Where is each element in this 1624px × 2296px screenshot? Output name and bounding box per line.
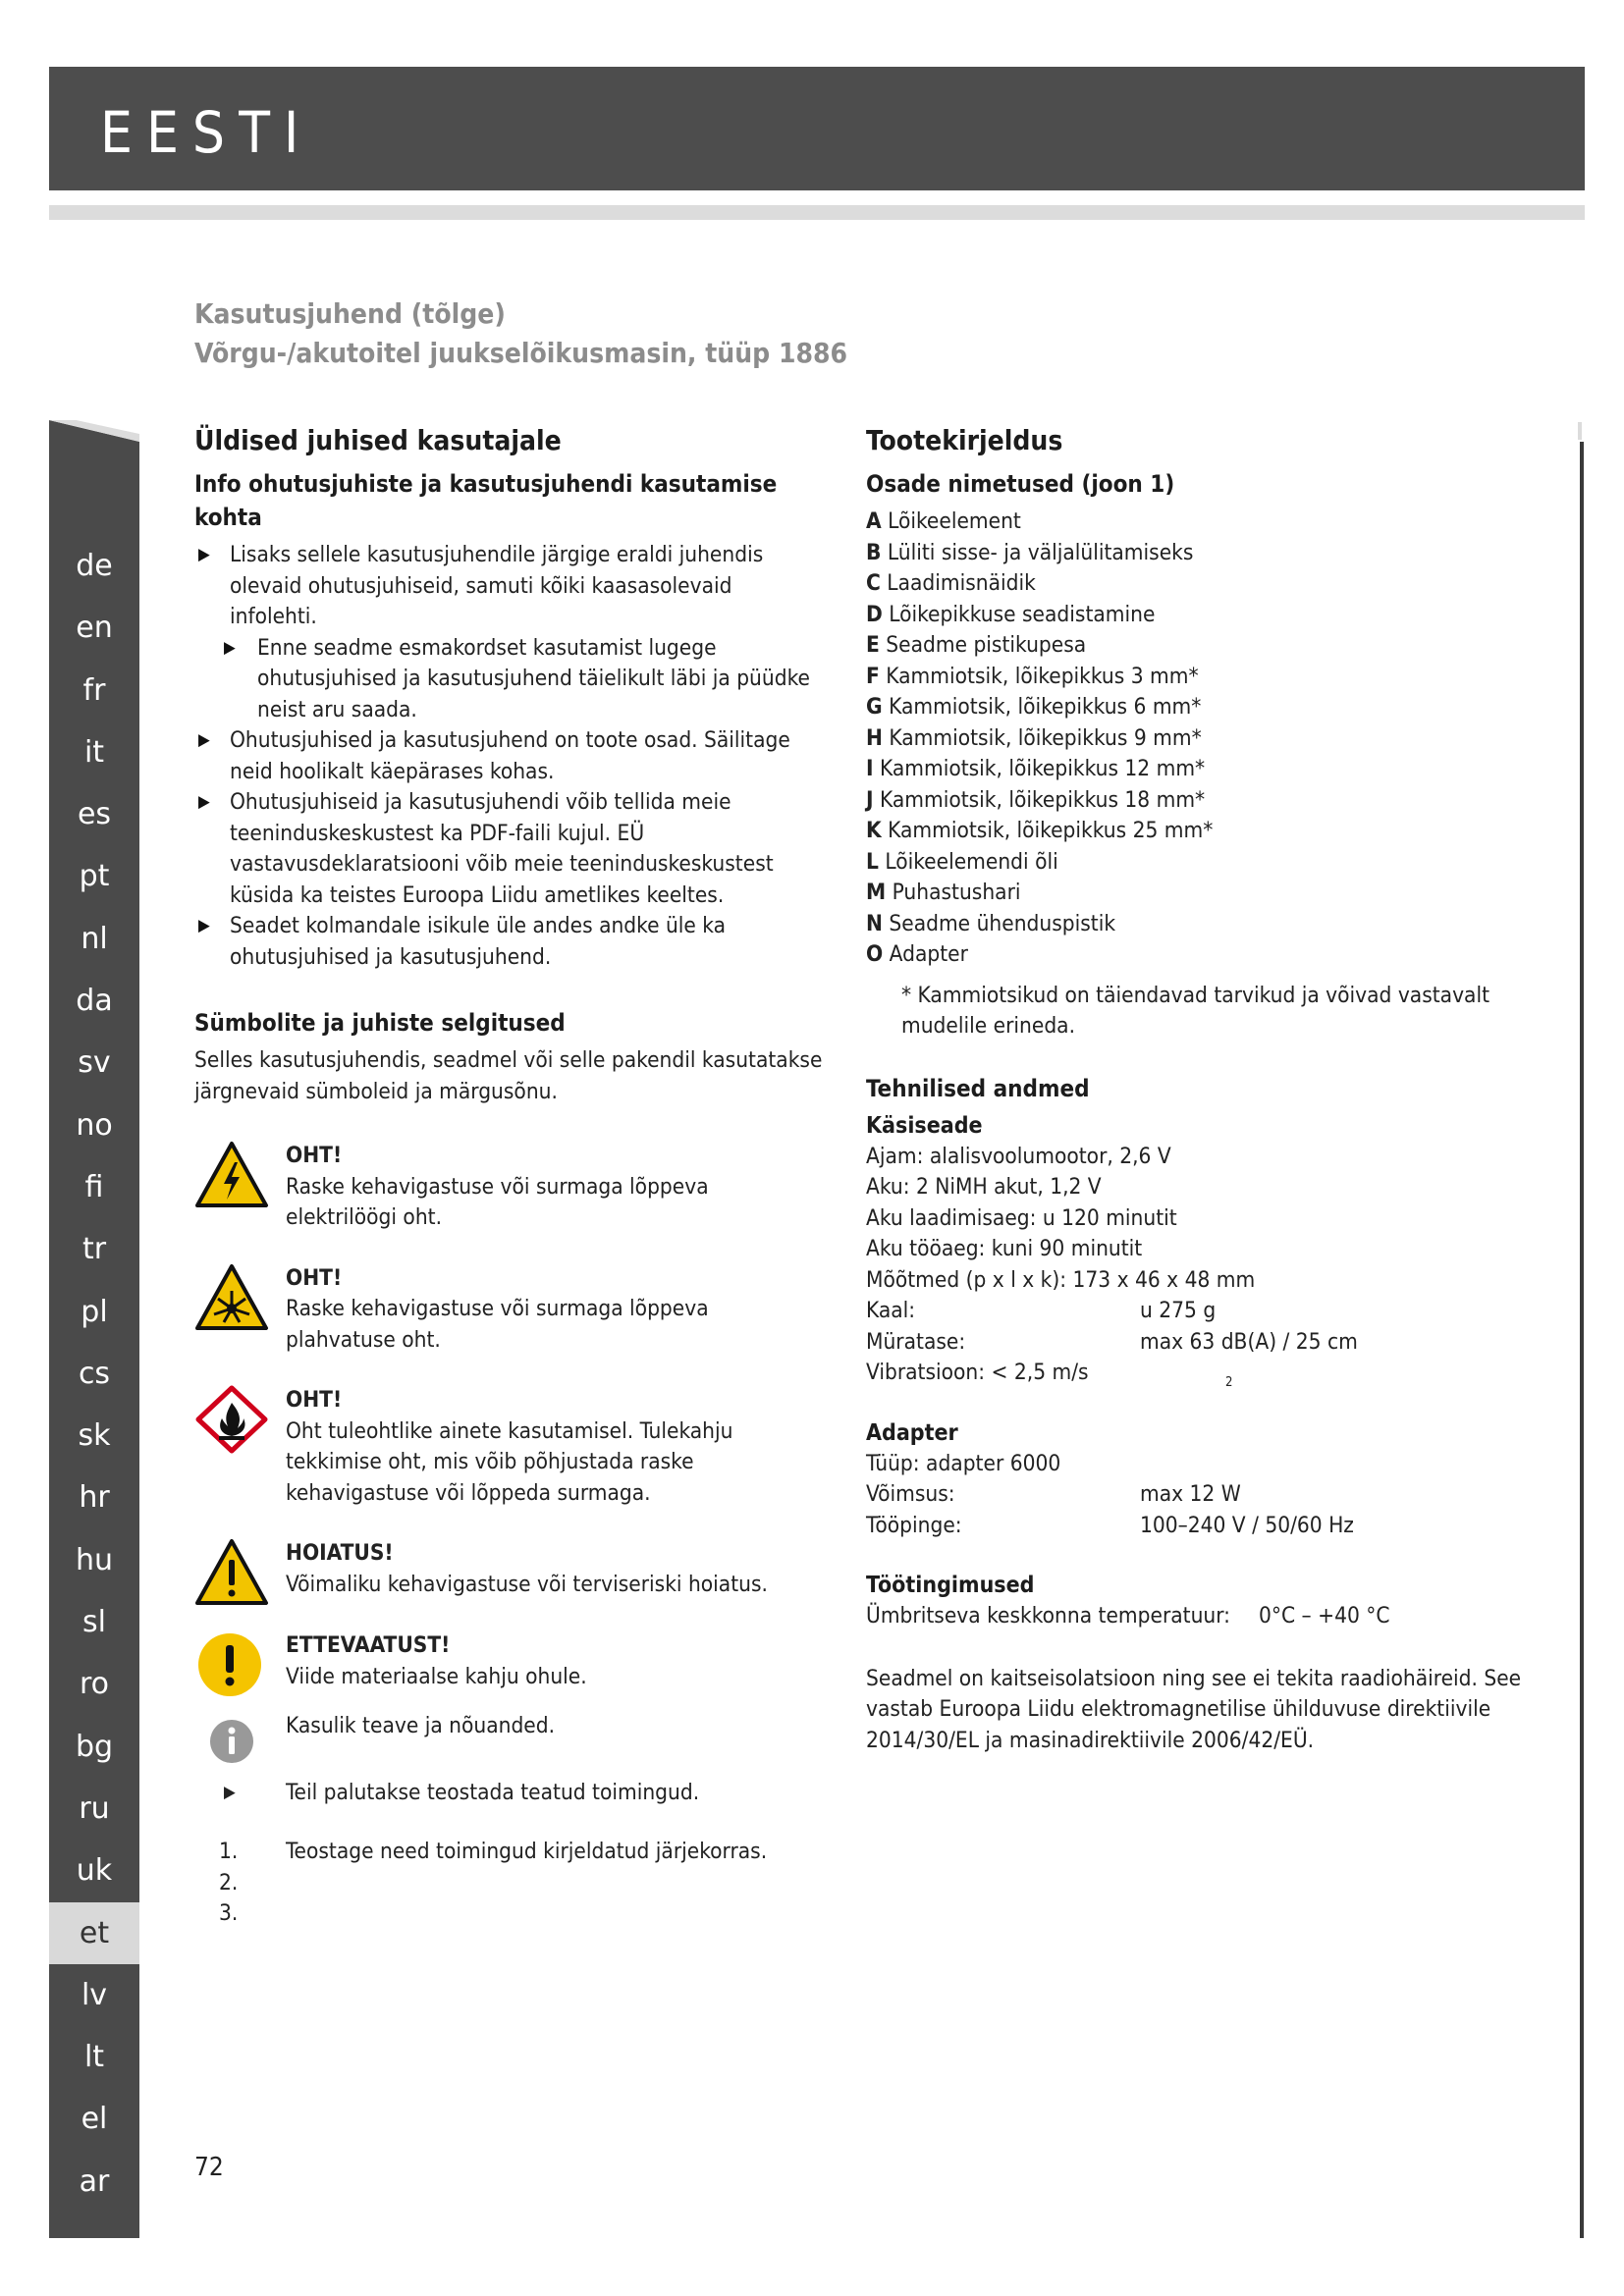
language-tab-en: en [76, 611, 113, 646]
language-tab-uk: uk [76, 1853, 113, 1889]
spec-dimensions: Mõõtmed (p x l x k): 173 x 46 x 48 mm [866, 1266, 1256, 1293]
section-symbols-title: Sümbolite ja juhiste selgitused [194, 1009, 566, 1037]
language-tab-ar: ar [79, 2163, 110, 2199]
parts-list-item: E Seadme pistikupesa [866, 632, 1087, 658]
symbol-heading: HOIATUS! [286, 1540, 394, 1566]
language-tab-sl: sl [82, 1605, 106, 1640]
language-tab-da: da [76, 984, 113, 1019]
warning-triangle-icon [194, 1538, 269, 1607]
arrow-icon: ▶ [224, 1783, 236, 1802]
symbol-row [194, 1263, 823, 1357]
language-tab-sk: sk [78, 1418, 111, 1454]
list-item: ▶ Ohutusjuhiseid ja kasutusjuhendi võib tellida meie teeninduskeskustest ka PDF-faili kujul. EÜ vastavusdeklaratsiooni võib meie teeninduskeskustest küsida ka teistes Euroopa Liidu ametlikes keeltes. [198, 789, 774, 908]
parts-list-item: N Seadme ühenduspistik [866, 910, 1116, 936]
explosion-hazard-icon [194, 1263, 269, 1332]
parts-list-item: F Kammiotsik, lõikepikkus 3 mm* [866, 663, 1199, 689]
parts-title: Osade nimetused (joon 1) [866, 470, 1175, 498]
language-tab-cs: cs [78, 1356, 111, 1391]
symbol-text: Võimaliku kehavigastuse või terviseriski hoiatus. [286, 1571, 768, 1597]
symbol-row [194, 1141, 823, 1234]
language-tab-pl: pl [81, 1294, 108, 1329]
info-icon [194, 1709, 269, 1778]
parts-list-item: D Lõikepikkuse seadistamine [866, 601, 1156, 627]
header-title: EESTI [100, 99, 313, 166]
header-rule [49, 205, 1585, 220]
parts-list-item: J Kammiotsik, lõikepikkus 18 mm* [866, 786, 1206, 813]
language-tab-it: it [83, 734, 105, 770]
header-bar [49, 67, 1585, 190]
language-tab-hr: hr [79, 1480, 110, 1516]
conditions-title: Töötingimused [866, 1573, 1035, 1598]
language-tab-et: et [49, 1902, 139, 1964]
spec-voltage: Tööpinge: 100–240 V / 50/60 Hz [866, 1512, 1354, 1538]
language-tab-de: de [76, 549, 113, 583]
symbol-text: Viide materiaalse kahju ohule. [286, 1663, 587, 1689]
spec-run-time: Aku tööaeg: kuni 90 minutit [866, 1236, 1143, 1261]
spec-battery: Aku: 2 NiMH akut, 1,2 V [866, 1174, 1102, 1200]
language-tab-hu: hu [75, 1542, 114, 1577]
electric-hazard-icon [194, 1141, 269, 1209]
arrow-icon: ▶ [224, 637, 236, 658]
spec-temperature: Ümbritseva keskkonna temperatuur: 0°C – +40 °C [866, 1603, 1390, 1629]
left-column [194, 422, 823, 1926]
symbol-heading: OHT! [286, 1143, 343, 1168]
symbol-row [194, 1385, 823, 1509]
parts-list-item: C Laadimisnäidik [866, 570, 1036, 596]
parts-list [866, 507, 1534, 971]
arrow-icon: ▶ [198, 730, 210, 750]
language-tab-es: es [77, 797, 112, 832]
spec-weight: Kaal: u 275 g [866, 1298, 1217, 1323]
steps-text: Teostage need toimingud kirjeldatud järjekorras. [286, 1839, 768, 1864]
symbol-text: Teil palutakse teostada teatud toimingud. [286, 1780, 700, 1805]
language-tab-lv: lv [81, 1977, 108, 2012]
section-general-subtitle: Info ohutusjuhiste ja kasutusjuhendi kasutamise kohta [194, 470, 778, 531]
arrow-icon: ▶ [198, 545, 210, 564]
document-title [194, 294, 847, 373]
flammable-icon [194, 1385, 269, 1454]
step-numbers: 1. 2. 3. [219, 1839, 239, 1926]
adapter-title: Adapter [866, 1419, 958, 1446]
symbol-text: Oht tuleohtlike ainete kasutamisel. Tulekahju tekkimise oht, mis võib põhjustada raske kehavigastuse või lõppeda surmaga. [286, 1417, 733, 1506]
document-title-line2: Võrgu-/akutoitel juukselõikusmasin, tüüp 1886 [194, 337, 848, 369]
parts-list-item: G Kammiotsik, lõikepikkus 6 mm* [866, 694, 1202, 720]
language-tab-pt: pt [79, 859, 110, 894]
section-general-title: Üldised juhised kasutajale [194, 424, 562, 456]
parts-list-item: O Adapter [866, 941, 968, 967]
steps-example [194, 1837, 823, 1926]
list-item: ▶ Ohutusjuhised ja kasutusjuhend on toote osad. Säilitage neid hoolikalt käepärases kohas. [198, 727, 790, 784]
list-item: ▶ Lisaks sellele kasutusjuhendile järgige eraldi juhendis olevaid ohutusjuhiseid, samuti kõiki kaasasolevaid infolehti. [198, 542, 764, 629]
parts-list-item: K Kammiotsik, lõikepikkus 25 mm* [866, 818, 1214, 843]
parts-footnote: * Kammiotsikud on täiendavad tarvikud ja võivad vastavalt mudelile erineda. [901, 982, 1490, 1039]
symbol-text: Kasulik teave ja nõuanded. [286, 1713, 556, 1738]
language-tab-no: no [76, 1107, 113, 1143]
language-tab-nl: nl [81, 921, 108, 956]
caution-circle-icon [194, 1630, 269, 1699]
parts-list-item: M Puhastushari [866, 880, 1021, 905]
right-column [866, 422, 1534, 1756]
language-tab-lt: lt [83, 2040, 105, 2075]
right-margin-rule [1580, 442, 1584, 2238]
language-tab-tr: tr [81, 1232, 107, 1267]
symbol-row [194, 1538, 823, 1601]
symbol-row [194, 1711, 823, 1760]
language-list [49, 535, 139, 2213]
handset-title: Käsiseade [866, 1112, 983, 1139]
document-title-line1: Kasutusjuhend (tõlge) [194, 297, 506, 330]
symbol-text: Raske kehavigastuse või surmaga lõppeva plahvatuse oht. [286, 1296, 709, 1353]
product-description-title: Tootekirjeldus [866, 424, 1063, 456]
tech-data-title: Tehnilised andmed [866, 1074, 1090, 1102]
list-item: ▶ Seadet kolmandale isikule üle andes andke üle ka ohutusjuhised ja kasutusjuhend. [198, 913, 727, 970]
right-rule-top [1578, 422, 1582, 440]
parts-list-item: B Lüliti sisse- ja väljalülitamiseks [866, 539, 1194, 565]
parts-list-item: A Lõikeelement [866, 508, 1021, 534]
symbol-heading: OHT! [286, 1387, 343, 1413]
symbol-heading: ETTEVAATUST! [286, 1632, 451, 1658]
arrow-icon: ▶ [198, 792, 210, 812]
language-tab-bg: bg [75, 1729, 114, 1764]
language-tab-el: el [81, 2102, 108, 2137]
spec-vibration: Vibratsioon: < 2,5 m/s 2 [866, 1360, 1233, 1390]
parts-list-item: I Kammiotsik, lõikepikkus 12 mm* [866, 756, 1206, 781]
language-tab-ru: ru [79, 1790, 110, 1826]
spec-power: Võimsus: max 12 W [866, 1481, 1241, 1507]
closing-paragraph: Seadmel on kaitseisolatsioon ning see ei tekita raadiohäireid. See vastab Euroopa Liidu elektromagnetilise ühilduvuse direktiivile 2014/30/EL ja masinadirektiivile 2006/42/EÜ. [866, 1665, 1522, 1753]
symbol-text: Raske kehavigastuse või surmaga lõppeva elektrilöögi oht. [286, 1173, 709, 1230]
language-tab-fi: fi [84, 1169, 104, 1204]
page-number: 72 [194, 2153, 224, 2182]
parts-list-item: H Kammiotsik, lõikepikkus 9 mm* [866, 724, 1202, 751]
symbol-heading: OHT! [286, 1264, 343, 1291]
list-item: ▶ Enne seadme esmakordset kasutamist lugege ohutusjuhised ja kasutusjuhend täielikult läbi ja püüdke neist aru saada. [224, 634, 810, 722]
language-tab-ro: ro [79, 1667, 110, 1702]
symbol-row [194, 1630, 823, 1693]
spec-drive: Ajam: alalisvoolumootor, 2,6 V [866, 1143, 1171, 1169]
spec-noise: Müratase: max 63 dB(A) / 25 cm [866, 1328, 1358, 1355]
spec-adapter-type: Tüüp: adapter 6000 [866, 1450, 1061, 1476]
parts-list-item: L Lõikeelemendi õli [866, 848, 1058, 875]
spec-charge-time: Aku laadimisaeg: u 120 minutit [866, 1204, 1177, 1231]
language-tab-sv: sv [78, 1045, 111, 1081]
language-tab-fr: fr [82, 672, 106, 708]
symbol-row [194, 1778, 823, 1817]
arrow-icon: ▶ [198, 916, 210, 935]
section-symbols-intro: Selles kasutusjuhendis, seadmel või selle pakendil kasutatakse järgnevaid sümboleid ja märgusõnu. [194, 1047, 823, 1104]
